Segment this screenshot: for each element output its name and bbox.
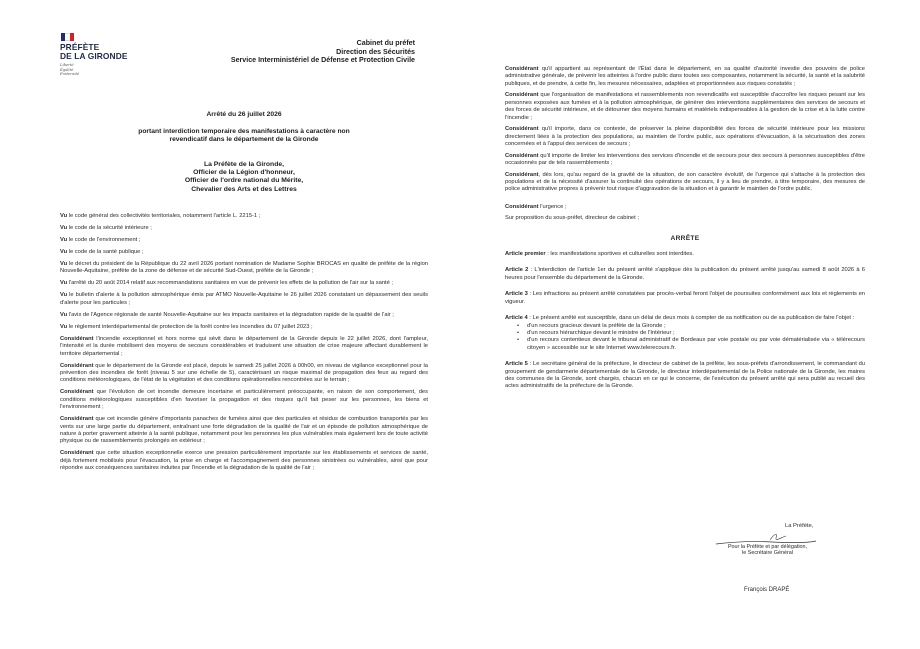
article-2: Article 2 : L'interdiction de l'article 1er du présent arrêté s'applique dès la publication du présent arrêté jusqu'au samedi 8 août 2026 à 6 heures pour l'ensemble du département de la Gironde.: [505, 267, 865, 281]
recital-paragraph: Considérant l'incendie exceptionnel et hors norme qui sévit dans le département de la Gironde depuis le 22 juillet 2026, dont l'ampleur, l'intensité et la durée mobilisent des moyens de secours considérables et traduisent une situation de crise majeure affectant durablement le territoire départemental ;: [60, 335, 428, 357]
recital-paragraph: Considérant que l'organisation de manifestations et rassemblements non revendicatifs est susceptible d'accroître les risques pesant sur les personnes exposées aux fumées et à la pollution atmosphérique, de générer des interventions supplémentaires des services de secours et des forces de sécurité intérieure, et de détourner des moyens humains et matériels indispensables à la gestion de la crise et à la lutte contre l'incendie ;: [505, 92, 865, 121]
signature-delegation: Pour la Préfète et par délégation, le Secrétaire Général: [727, 544, 808, 557]
service-header: [150, 39, 415, 65]
recital-paragraph: Considérant que l'évolution de cet incendie demeure incertaine et particulièrement préoccupante, en raison de son comportement, des conditions météorologiques susceptibles d'en favoriser la propagation et des risques qu'il fait peser sur les personnes, les biens et l'environnement ;: [60, 389, 428, 411]
recital-paragraph: Vu le code de l'environnement ;: [60, 237, 141, 243]
service-line: Direction des Sécurités: [336, 47, 415, 56]
list-item: • d'un recours hiérarchique devant le ministre de l'Intérieur ;: [505, 330, 865, 337]
logo-name: PRÉFÈTE DE LA GIRONDE: [60, 42, 128, 62]
article-3: Article 3 : Les infractions au présent arrêté constatées par procès-verbal feront l'objet de poursuites conformément aux lois et règlements en vigueur.: [505, 291, 865, 305]
recital-paragraph: Vu le code de la santé publique ;: [60, 249, 144, 255]
recital-paragraph: Vu le bulletin d'alerte à la pollution atmosphérique émis par ATMO Nouvelle-Aquitaine le 26 juillet 2026 constatant un dépassement des seuils d'alerte pour les particules ;: [60, 292, 428, 306]
authority-block: La Préfète de la Gironde, Officier de la Légion d'honneur, Officier de l'ordre national du Mérite, Chevalier des Arts et des Lettres: [184, 161, 304, 193]
recital-paragraph: Vu l'avis de l'Agence régionale de santé Nouvelle-Aquitaine sur les impacts sanitaires et la dégradation rapide de la qualité de l'air ;: [60, 311, 394, 318]
recital-paragraph: Vu le code de la sécurité intérieure ;: [60, 225, 152, 231]
signature-role: La Préfète,: [785, 523, 814, 529]
appeal-list: [505, 323, 865, 353]
recital-paragraph: Considérant, dès lors, qu'au regard de la gravité de la situation, de son caractère évolutif, de l'urgence qui s'attache à la protection des populations et de la nécessité d'assurer la continuité des opérations de secours, il y a lieu de prendre, à titre temporaire, des mesures de police administrative propres à prévenir tout risque d'aggravation de la situation et à garantir le maintien de l'ordre public.: [505, 171, 865, 193]
recital-paragraph: Considérant qu'il importe, dans ce contexte, de préserver la pleine disponibilité des forces de sécurité intérieure pour les missions directement liées à la protection des populations, au maintien de l'ordre public, aux opérations d'évacuation, à la sécurisation des zones concernées et à l'appui des services de secours ;: [505, 126, 865, 148]
service-line: Service Interministériel de Défense et Protection Civile: [230, 56, 415, 65]
marianne-flag-icon: [61, 33, 74, 41]
arrete-heading: ARRÊTE: [670, 234, 700, 242]
article-4: Article 4 : Le présent arrêté est susceptible, dans un délai de deux mois à compter de sa notification ou de sa publication de faire l'objet :: [505, 315, 855, 322]
recital-paragraph: Considérant que le département de la Gironde est placé, depuis le samedi 25 juillet 2026 à 00h00, en niveau de vigilance exceptionnel pour la prévention des incendies de forêt (niveau 5 sur une échelle de 5), caractérisant un risque maximal de propagation des feux au regard des conditions météorologiques, de l'état de la végétation et des conditions opérationnelles rencontrées sur le terrain ;: [60, 362, 428, 384]
recital-paragraph: Vu le code général des collectivités territoriales, notamment l'article L. 2215-1 ;: [60, 213, 261, 219]
recital-paragraph: Considérant qu'il appartient au représentant de l'État dans le département, en sa qualité d'autorité investie des pouvoirs de police administrative générale, de prévenir les atteintes à l'ordre public dans toutes ses composantes, notamment la sécurité, la santé et la salubrité publiques, et de prendre, à cette fin, les mesures nécessaires, adaptées et proportionnées aux risques constatés ;: [505, 66, 865, 87]
decree-date: Arrêté du 26 juillet 2026: [206, 111, 282, 118]
recital-paragraph: Considérant qu'il importe de limiter les interventions des services d'incendie et de secours pour des secours à personnes susceptibles d'être occasionnés par de tels rassemblements ;: [505, 152, 865, 167]
right-considerants: [505, 66, 865, 194]
recital-paragraph: Vu l'arrêté du 20 août 2014 relatif aux recommandations sanitaires en vue de prévenir les effets de la pollution de l'air sur la santé ;: [60, 280, 394, 287]
article-1: Article premier : les manifestations sportives et culturelles sont interdites.: [505, 251, 694, 258]
list-item: • d'un recours contentieux devant le tribunal administratif de Bordeaux par voie postale ou par voie dématérialisée via « télérecours citoyen » accessible sur le site Internet www.telerecours.fr.: [505, 337, 865, 352]
service-line: Cabinet du préfet: [356, 39, 415, 47]
urgence-paragraph: Considérant l'urgence ;: [505, 203, 567, 210]
right-column: [505, 66, 865, 391]
list-item: • d'un recours gracieux devant la préfète de la Gironde ;: [505, 323, 865, 330]
left-column: [60, 213, 428, 473]
article-5: Article 5 : Le secrétaire général de la préfecture, le directeur de cabinet de la préfète, les sous-préfets d'arrondissement, le commandant du groupement de gendarmerie départementale de la Gironde, le directeur interdépartemental de la Police nationale de la Gironde, les maires des communes de la Gironde, sont chargés, chacun en ce qui le concerne, de l'exécution du présent arrêté qui sera publié au recueil des actes administratifs de la préfecture de la Gironde.: [505, 361, 865, 390]
recital-paragraph: Vu le règlement interdépartemental de protection de la forêt contre les incendies du 07 juillet 2023 ;: [60, 323, 313, 330]
recital-paragraph: Vu le décret du président de la République du 22 avril 2026 portant nomination de Madame Sophie BROCAS en qualité de préfète de la région Nouvelle-Aquitaine, préfète de la zone de défense et de sécurité Sud-Ouest, préfète de la Gironde ;: [60, 261, 428, 275]
prefecture-logo: [60, 33, 140, 76]
recital-paragraph: Considérant que cette situation exceptionnelle exerce une pression particulièrement importante sur les établissements et services de santé, déjà fortement mobilisés pour l'évacuation, la prise en charge et l'accompagnement des personnes sinistrées ou vulnérables, ainsi que pour répondre aux conséquences sanitaires induites par l'incendie et la dégradation de la qualité de l'air ;: [60, 450, 428, 472]
logo-motto: Liberté Égalité Fraternité: [60, 63, 80, 76]
signatory-name: François DRAPÉ: [744, 587, 790, 593]
recital-paragraph: Considérant que cet incendie génère d'importants panaches de fumées ainsi que des particules et résidus de combustion transportés par les vents sur une large partie du département, entraînant une forte dégradation de la qualité de l'air et un épisode de pollution atmosphérique de nature à porter gravement atteinte à la santé publique, notamment pour les personnes les plus vulnérables mais également lors de toute activité physique ou de rassemblements prolongés en extérieur ;: [60, 416, 428, 445]
proposition-paragraph: Sur proposition du sous-préfet, directeur de cabinet ;: [505, 215, 639, 222]
decree-subject: portant interdiction temporaire des manifestations à caractère non revendicatif dans le département de la Gironde: [138, 128, 350, 143]
